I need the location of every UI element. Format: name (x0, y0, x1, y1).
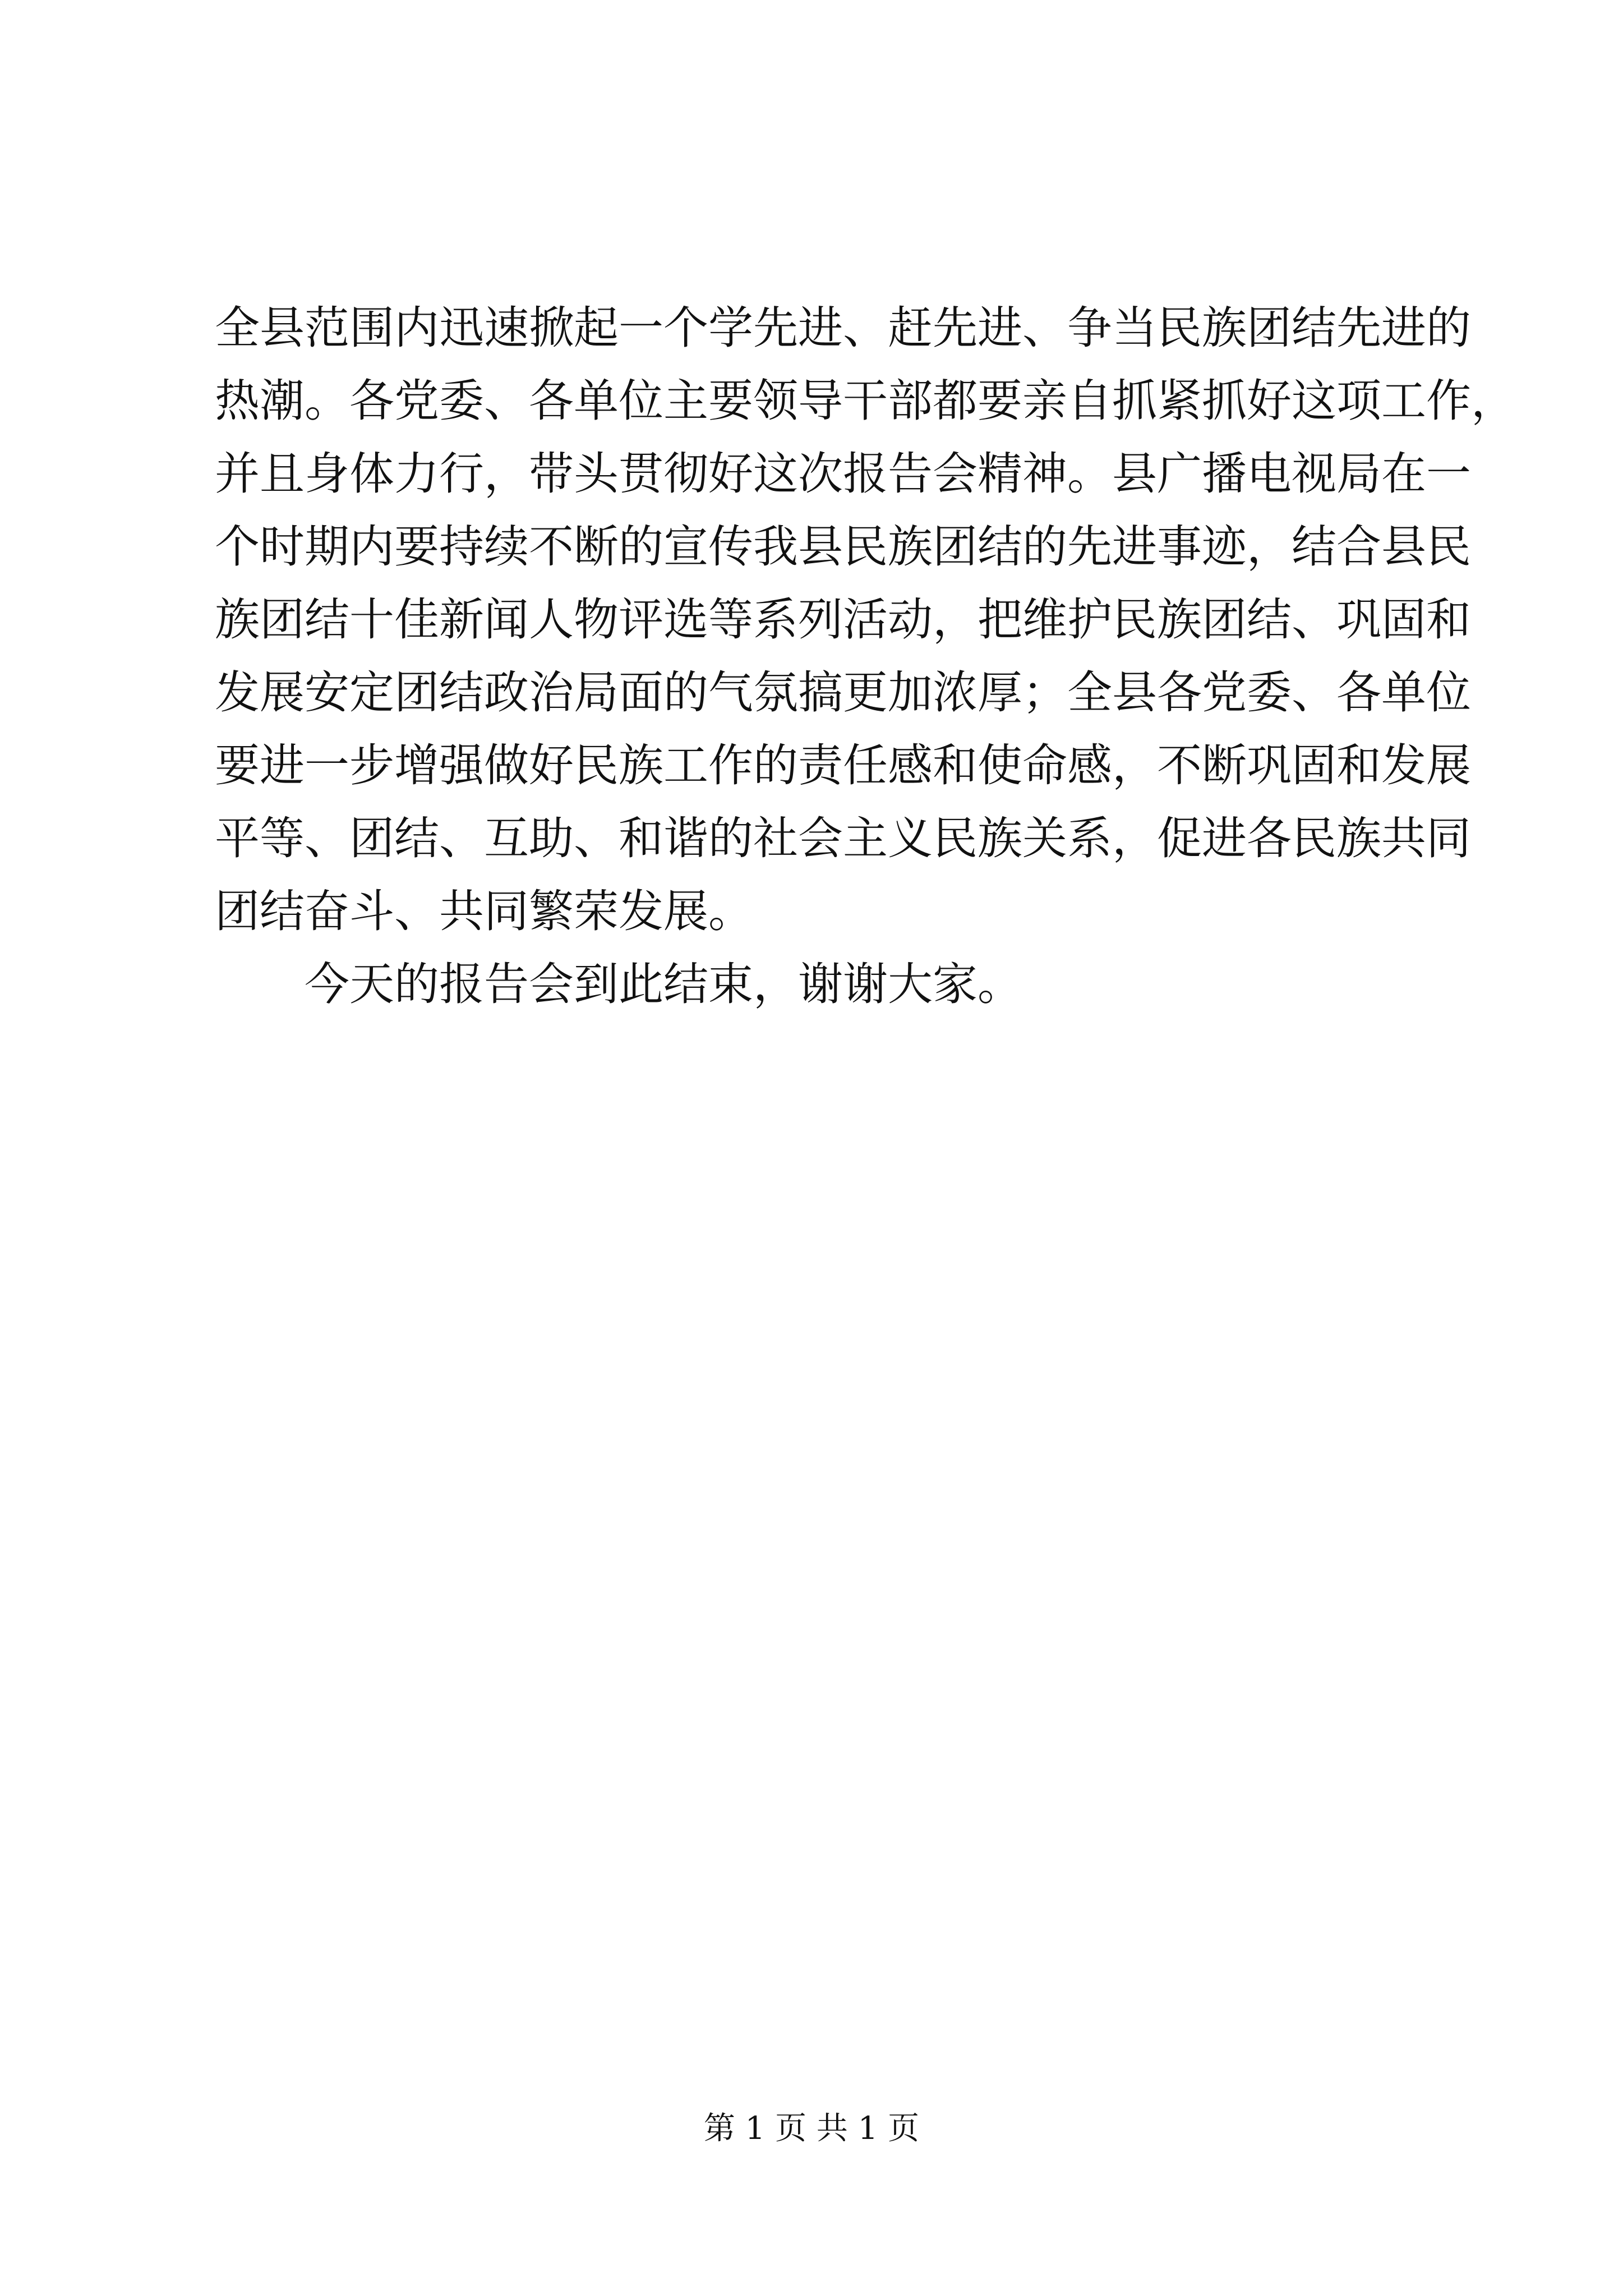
paragraph-line-5: 族团结十佳新闻人物评选等系列活动，把维护民族团结、巩固和 (215, 593, 1471, 646)
paragraph-line-2: 热潮。各党委、各单位主要领导干部都要亲自抓紧抓好这项工作， (215, 375, 1516, 427)
paragraph-line-4: 个时期内要持续不断的宣传我县民族团结的先进事迹，结合县民 (215, 521, 1471, 573)
paragraph-line-8: 平等、团结、互助、和谐的社会主义民族关系，促进各民族共同 (215, 812, 1471, 864)
paragraph-line-1: 全县范围内迅速掀起一个学先进、赶先进、争当民族团结先进的 (215, 302, 1471, 354)
speech-body (215, 292, 1516, 1021)
paragraph-line-9: 团结奋斗、共同繁荣发展。 (215, 885, 753, 937)
paragraph-line-7: 要进一步增强做好民族工作的责任感和使命感，不断巩固和发展 (215, 739, 1471, 792)
page-footer: 第 1 页 共 1 页 (703, 2110, 920, 2147)
paragraph-line-6: 发展安定团结政治局面的气氛搞更加浓厚；全县各党委、各单位 (215, 666, 1471, 719)
closing-remark: 今天的报告会到此结束，谢谢大家。 (305, 958, 1022, 1010)
paragraph-line-3: 并且身体力行，带头贯彻好这次报告会精神。县广播电视局在一 (215, 448, 1471, 500)
